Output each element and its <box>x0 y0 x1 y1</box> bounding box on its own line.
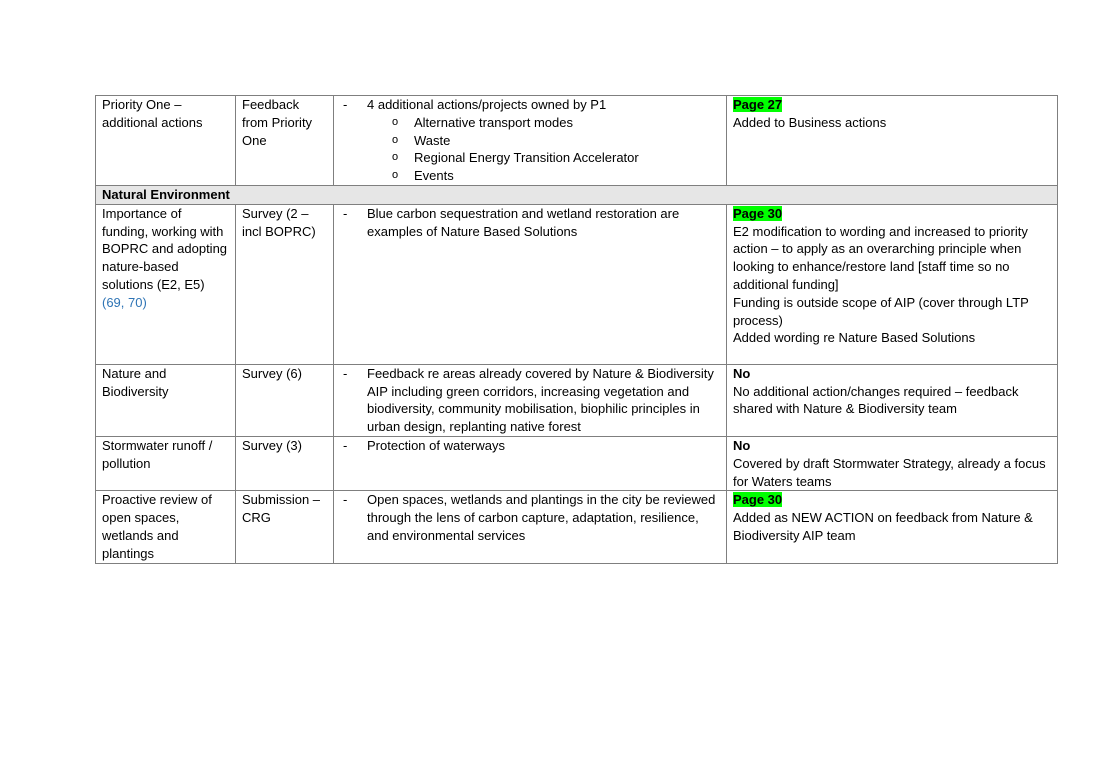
source-cell: Feedback from Priority One <box>236 96 334 186</box>
feedback-cell <box>334 96 727 186</box>
feedback-cell <box>334 204 727 364</box>
feedback-bullet: - Blue carbon sequestration and wetland restoration are examples of Nature Based Solutions <box>343 205 680 239</box>
source-cell: Survey (3) <box>236 436 334 490</box>
page-reference-highlight: Page 30 <box>733 205 783 221</box>
source-cell: Survey (6) <box>236 364 334 436</box>
feedback-bullet: - Protection of waterways <box>343 437 506 453</box>
dash-bullet-icon: - <box>343 437 348 453</box>
topic-cell: Nature and Biodiversity <box>96 364 236 436</box>
topic-cell: Priority One – additional actions <box>96 96 236 186</box>
feedback-bullet: - Open spaces, wetlands and plantings in the city be reviewed through the lens of carbon capture, adaptation, resilience, and environmental services <box>343 492 716 543</box>
table-row <box>96 436 1058 490</box>
list-item: o Regional Energy Transition Accelerator <box>392 150 639 166</box>
response-cell: No Covered by draft Stormwater Strategy, already a focus for Waters teams <box>727 436 1058 490</box>
feedback-bullet: - 4 additional actions/projects owned by P1 <box>343 97 607 112</box>
page-reference-highlight: Page 30 <box>733 492 783 508</box>
page-reference-highlight: Page 27 <box>733 97 783 112</box>
circle-bullet-icon: o <box>392 151 399 164</box>
response-flag: No <box>733 437 751 453</box>
table-row <box>96 204 1058 364</box>
feedback-cell <box>334 436 727 490</box>
circle-bullet-icon: o <box>392 115 399 128</box>
topic-cell: Importance of funding, working with BOPRC and adopting nature-based solutions (E2, E5) (69, 70) <box>96 204 236 364</box>
dash-bullet-icon: - <box>343 492 348 508</box>
dash-bullet-icon: - <box>343 205 348 221</box>
feedback-table <box>95 95 1058 564</box>
list-item: o Waste <box>392 132 451 148</box>
list-item: o Alternative transport modes <box>392 114 573 130</box>
response-flag: No <box>733 365 751 381</box>
table-row <box>96 491 1058 563</box>
section-header-row <box>96 186 1058 205</box>
feedback-bullet: - Feedback re areas already covered by Nature & Biodiversity AIP including green corridors, increasing vegetation and biodiversity, community mobilisation, biophilic principles in urban design, replanting native forest <box>343 365 714 435</box>
response-cell: Page 27 Added to Business actions <box>727 96 1058 186</box>
feedback-cell <box>334 491 727 563</box>
response-cell: Page 30 E2 modification to wording and increased to priority action – to apply as an overarching principle when looking to enhance/restore land [staff time so no additional funding] Funding is outside scope of AIP (cover through LTP process) Added wording re Nature Based Solutions <box>727 204 1058 364</box>
list-item: o Events <box>392 168 454 184</box>
table-row <box>96 96 1058 186</box>
circle-bullet-icon: o <box>392 133 399 146</box>
source-cell: Survey (2 – incl BOPRC) <box>236 204 334 364</box>
dash-bullet-icon: - <box>343 97 348 112</box>
source-cell: Submission – CRG <box>236 491 334 563</box>
dash-bullet-icon: - <box>343 365 348 381</box>
section-title: Natural Environment <box>96 186 1058 205</box>
response-cell: Page 30 Added as NEW ACTION on feedback from Nature & Biodiversity AIP team <box>727 491 1058 563</box>
topic-cell: Proactive review of open spaces, wetlands and plantings <box>96 491 236 563</box>
sub-list <box>340 114 720 185</box>
table-row <box>96 364 1058 436</box>
reference-link[interactable]: (69, 70) <box>102 294 147 310</box>
feedback-cell <box>334 364 727 436</box>
topic-cell: Stormwater runoff / pollution <box>96 436 236 490</box>
circle-bullet-icon: o <box>392 169 399 182</box>
response-cell: No No additional action/changes required – feedback shared with Nature & Biodiversity team <box>727 364 1058 436</box>
